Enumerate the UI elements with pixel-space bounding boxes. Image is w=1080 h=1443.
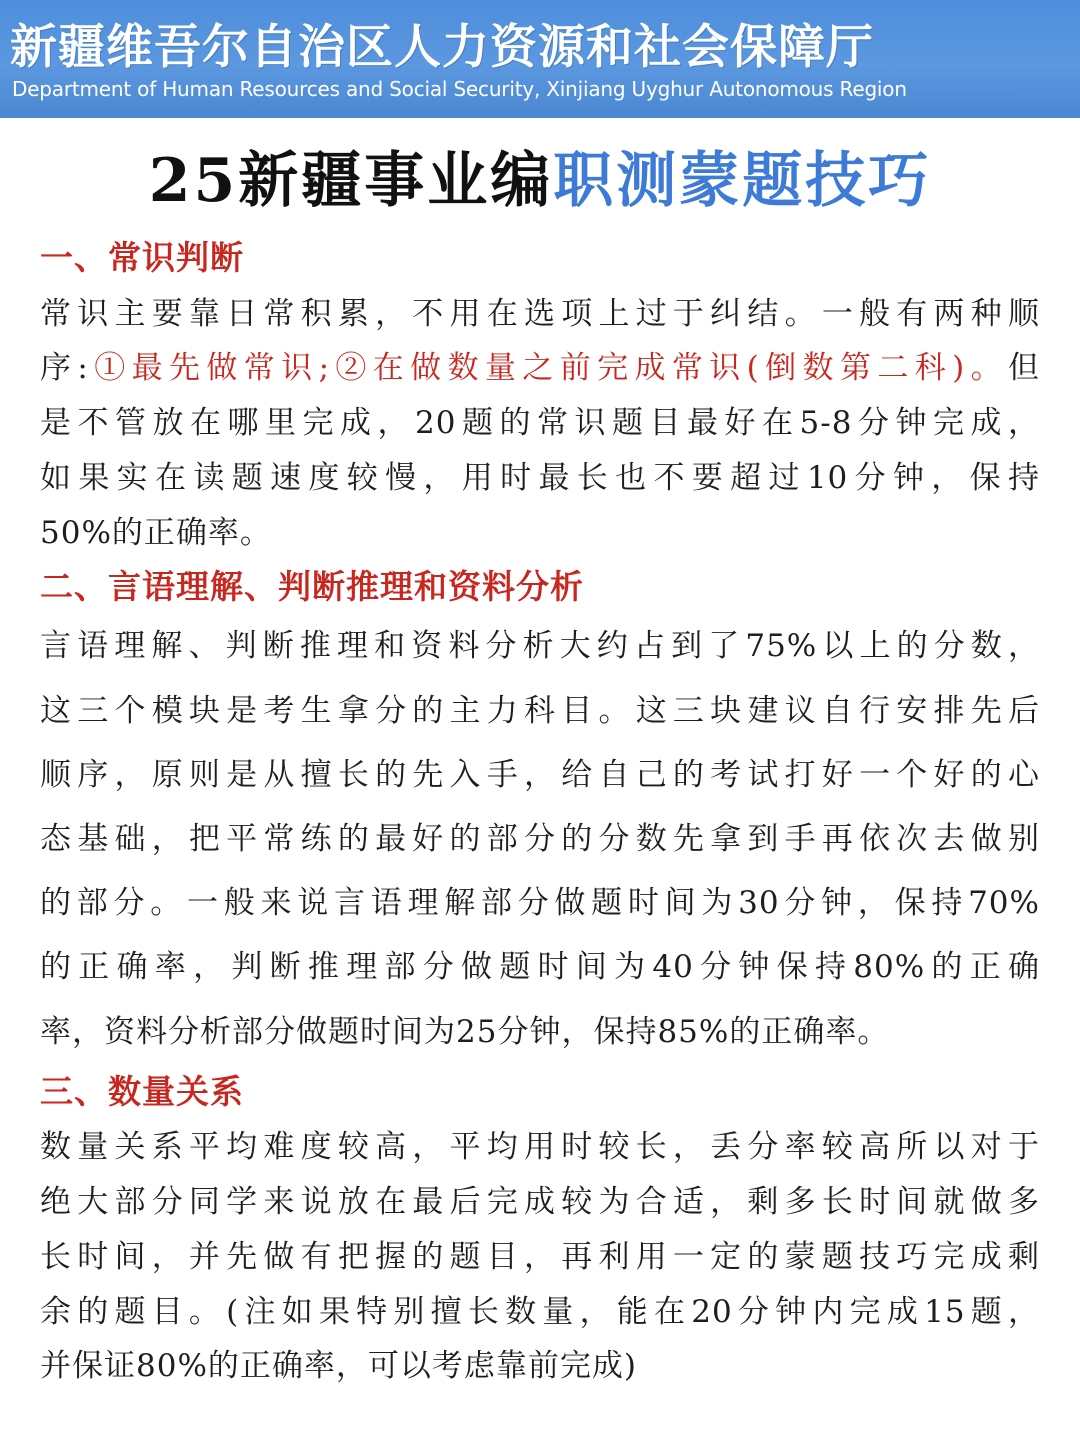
paragraph-line: 态基础，把平常练的最好的部分的分数先拿到手再依次去做别 [40, 821, 1040, 857]
page-title-part2: 职测蒙题技巧 [553, 146, 932, 216]
paragraph-line: 常识主要靠日常积累，不用在选项上过于纠结。一般有两种顺 [40, 296, 1040, 332]
paragraph-line: 余的题目。(注如果特别擅长数量，能在20分钟内完成15题， [40, 1294, 1040, 1330]
paragraph-line: 的正确率，判断推理部分做题时间为40分钟保持80%的正确 [40, 949, 1040, 985]
page-title [0, 144, 1080, 218]
paragraph-line: 数量关系平均难度较高，平均用时较长，丢分率较高所以对于 [40, 1129, 1040, 1165]
paragraph-line: 绝大部分同学来说放在最后完成较为合适，剩多长时间就做多 [40, 1184, 1040, 1220]
text-segment: 但 [1008, 350, 1040, 386]
paragraph-line: 的部分。一般来说言语理解部分做题时间为30分钟，保持70% [40, 885, 1040, 921]
paragraph-line: 长时间，并先做有把握的题目，再利用一定的蒙题技巧完成剩 [40, 1239, 1040, 1275]
paragraph-line: 如果实在读题速度较慢，用时最长也不要超过10分钟，保持 [40, 460, 1040, 496]
paragraph-line: 顺序，原则是从擅长的先入手，给自己的考试打好一个好的心 [40, 757, 1040, 793]
section-heading-verbal-reasoning-data: 二、言语理解、判断推理和资料分析 [40, 567, 584, 606]
org-name-cn: 新疆维吾尔自治区人力资源和社会保障厅 [10, 20, 874, 75]
header-banner [0, 0, 1080, 118]
paragraph-line: 言语理解、判断推理和资料分析大约占到了75%以上的分数， [40, 628, 1040, 664]
page-title-part1: 25新疆事业编 [148, 146, 554, 216]
paragraph-line [40, 342, 1040, 387]
paragraph-line: 是不管放在哪里完成，20题的常识题目最好在5-8分钟完成， [40, 405, 1040, 441]
highlighted-order-text: ①最先做常识;②在做数量之前完成常识(倒数第二科)。 [88, 350, 1008, 386]
org-name-en: Department of Human Resources and Social Security, Xinjiang Uyghur Autonomous Region [12, 77, 907, 101]
section-heading-quantitative: 三、数量关系 [40, 1072, 244, 1111]
text-segment: 序: [40, 350, 89, 386]
paragraph-line: 这三个模块是考生拿分的主力科目。这三块建议自行安排先后 [40, 693, 1040, 729]
section-heading-general-knowledge: 一、常识判断 [40, 238, 244, 277]
paragraph-line: 并保证80%的正确率，可以考虑靠前完成) [40, 1348, 637, 1384]
paragraph-line: 50%的正确率。 [40, 515, 272, 551]
paragraph-line: 率，资料分析部分做题时间为25分钟，保持85%的正确率。 [40, 1014, 890, 1050]
